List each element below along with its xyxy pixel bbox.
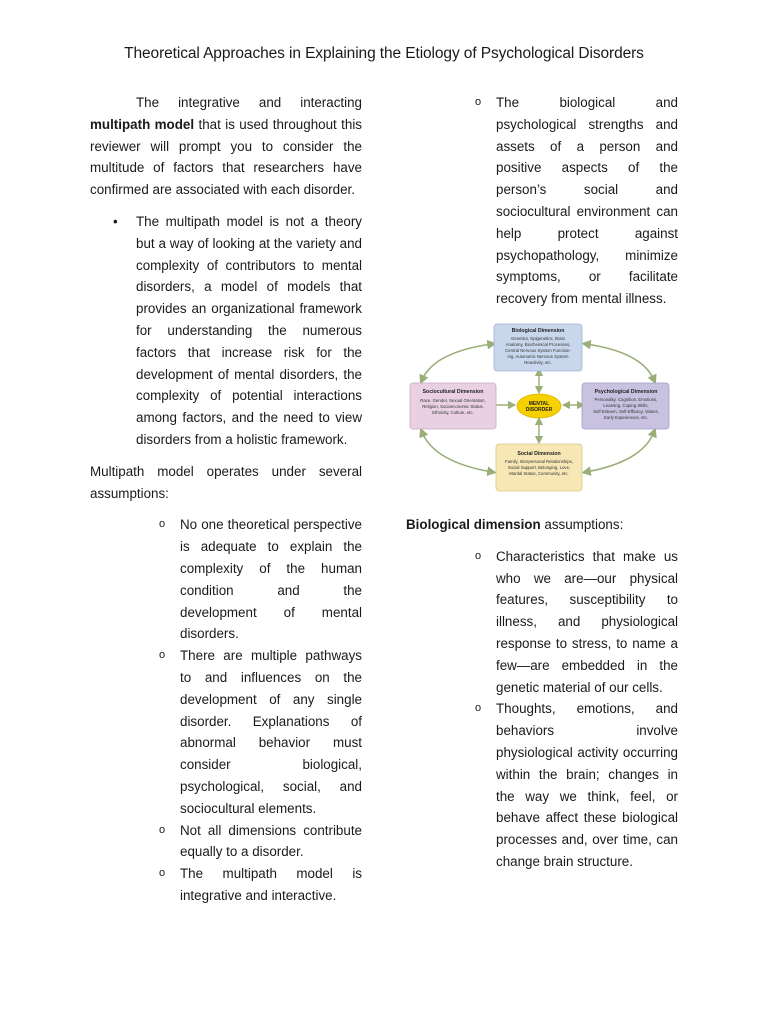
intro-paragraph (90, 92, 362, 201)
assumption-text: There are multiple pathways to and influences on the development of any single disorder. Explanations of abnormal behavior must consider biological, psychological, social, and sociocultural elements. (180, 648, 362, 816)
arrow-bio-socio (422, 344, 492, 380)
arrow-socio-social (422, 432, 492, 472)
biological-line: Anatomy, Biochemical Processes, (505, 341, 571, 347)
center-label-line: MENTAL (528, 400, 550, 407)
social-title: Social Dimension (517, 450, 561, 457)
bullet-list (90, 211, 362, 451)
biological-heading-rest: assumptions: (540, 516, 624, 532)
assumption-text: Not all dimensions contribute equally to a disorder. (180, 822, 362, 860)
assumption-list (90, 514, 362, 906)
sub-marker: o (159, 867, 166, 880)
psychological-title: Psychological Dimension (594, 388, 658, 395)
biological-title: Biological Dimension (511, 327, 565, 334)
page-title: Theoretical Approaches in Explaining the Etiology of Psychological Disorders (124, 45, 644, 62)
list-item (90, 645, 362, 819)
list-item (406, 92, 678, 310)
list-item (406, 698, 678, 872)
sociocultural-dimension-box (410, 383, 496, 429)
list-item (406, 546, 678, 699)
arrow-psych-social (586, 432, 654, 472)
social-line: Social Support, Belonging, Love, (507, 464, 571, 470)
center-label-line: DISORDER (525, 406, 553, 413)
intro-prefix: The integrative and interacting (136, 95, 362, 110)
assumptions-intro: Multipath model operates under several assumptions: (90, 463, 362, 501)
bio-assumption-text: Thoughts, emotions, and behaviors involve physiological activity occurring within the brain; changes in the way we think, feel, or behave affect these biological processes and, over time, can change brain structure. (496, 701, 678, 869)
assumption-text: The multipath model is integrative and interactive. (180, 866, 362, 903)
assumption-text: No one theoretical perspective is adequate to explain the complexity of the human condition and the development of mental disorders. (180, 517, 362, 642)
left-column (90, 92, 362, 907)
psychological-line: Learning, Coping Skills, (603, 402, 649, 408)
sub-marker: o (475, 702, 482, 715)
bio-assumption-text: Characteristics that make us who we are—our physical features, susceptibility to illness, and physiological response to stress, to name a few—are embedded in the genetic material of our cells. (496, 548, 678, 695)
biological-line: Reactivity, etc. (524, 359, 552, 365)
right-column (406, 92, 678, 873)
biological-dimension-box (494, 324, 582, 371)
bullet-text: The multipath model is not a theory but a way of looking at the variety and complexity of contributors to mental disorders, a model of models that provides an organizational framework for understanding the numerous factors that increase risk for the development of mental disorders, the complexity of potential interactions among factors, and the need to view disorders from a holistic framework. (136, 213, 362, 447)
sociocultural-line: Race, Gender, Sexual Orientation, (420, 397, 486, 403)
biological-dimension-term: Biological dimension (406, 516, 541, 532)
social-dimension-box (496, 444, 582, 491)
sub-marker: o (475, 549, 482, 562)
biological-line: Genetics, Epigenetics, Brain (511, 335, 565, 341)
sociocultural-title: Sociocultural Dimension (422, 388, 484, 395)
sociocultural-line: Religion, Socioeconomic Status, (422, 403, 484, 409)
social-line: Family, Interpersonal Relationships, (505, 458, 573, 464)
social-line: Marital Status, Community, etc. (509, 470, 569, 476)
arrow-bio-psych (586, 344, 654, 380)
sociocultural-line: Ethnicity, Culture, etc. (432, 409, 474, 415)
mental-disorder-center (517, 394, 561, 418)
biological-dimension-heading (406, 514, 678, 536)
multipath-model-diagram (406, 322, 678, 502)
biological-line: Central Nervous System Function- (505, 347, 571, 353)
psychological-dimension-box (582, 383, 669, 429)
list-item (90, 820, 362, 864)
psychological-line: Personality, Cognition, Emotions, (594, 396, 658, 402)
assumption-text: The biological and psychological strengths and assets of a person and positive aspects of the person’s social and sociocultural environment can help protect against psychopathology, minimize symptoms, or facilitate recovery from mental illness. (496, 95, 678, 307)
sub-marker: o (159, 649, 166, 662)
sub-marker: o (159, 518, 166, 531)
diagram-svg (406, 322, 678, 502)
multipath-model-term: multipath model (90, 116, 195, 132)
psychological-line: Early Experiences, etc. (604, 414, 648, 420)
intro-suffix: that is used throughout this reviewer will prompt you to consider the multitude of factors that researchers have confirmed are associated with each disorder. (90, 116, 363, 198)
sub-marker: o (159, 823, 166, 836)
biological-assumption-list (406, 546, 678, 873)
assumption-list-continued (406, 92, 678, 310)
bullet-marker: • (113, 213, 118, 229)
list-item (90, 863, 362, 907)
list-item (90, 514, 362, 645)
list-item (90, 211, 362, 451)
psychological-line: Self-Esteem, Self-Efficacy, Values, (593, 408, 659, 414)
biological-line: ing, Autonomic Nervous System (507, 353, 569, 359)
sub-marker: o (475, 96, 482, 108)
